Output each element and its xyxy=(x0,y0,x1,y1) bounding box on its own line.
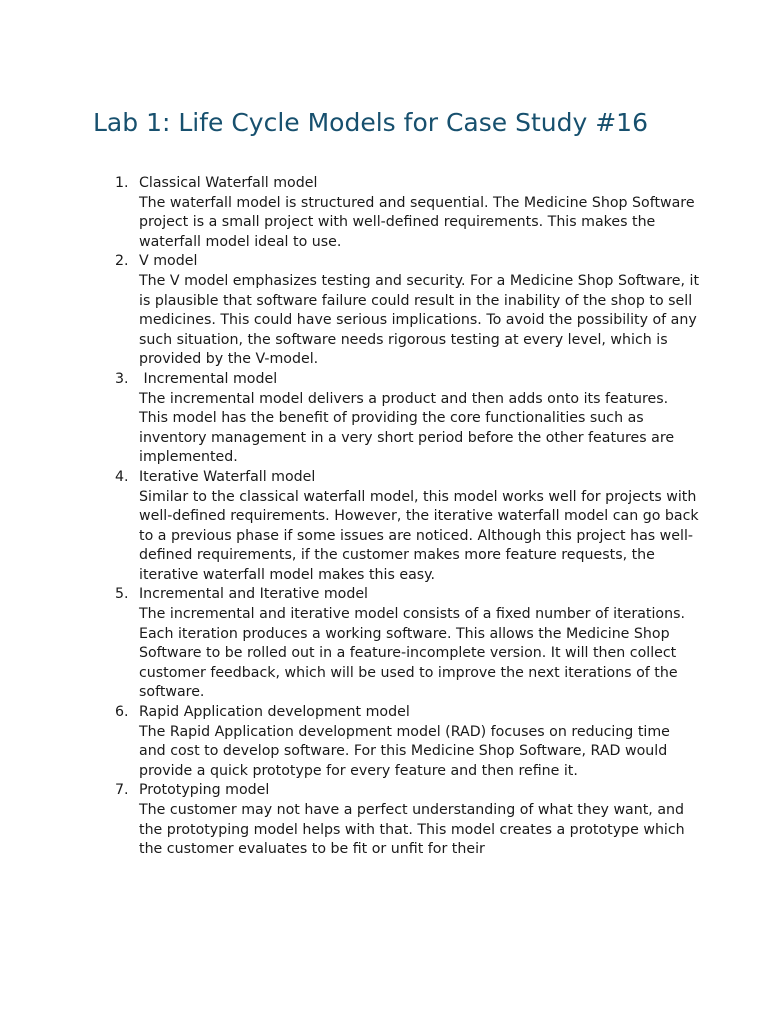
list-item-prototyping xyxy=(115,781,699,859)
list-item-number: 6. xyxy=(115,704,129,721)
list-item-heading: Incremental model xyxy=(139,370,278,387)
list-item-heading: Prototyping model xyxy=(139,782,270,799)
list-item-rapid-application-development xyxy=(115,703,699,781)
list-item-heading: Classical Waterfall model xyxy=(139,175,318,191)
list-item-incremental xyxy=(115,370,699,468)
list-item-description: The customer may not have a perfect understanding of what they want, and the prototyping model helps with that. This model creates a prototype which the customer evaluates to be fit or unfit for their xyxy=(139,802,685,858)
list-item-description: The V model emphasizes testing and security. For a Medicine Shop Software, it is plausible that software failure could result in the inability of the shop to sell medicines. This could have serious implications. To avoid the possibility of any such situation, the software needs rigorous testing at every level, which is provided by the V-model. xyxy=(139,272,700,368)
list-item-description: Similar to the classical waterfall model, this model works well for projects with well-defined requirements. However, the iterative waterfall model can go back to a previous phase if some issues are noticed. Although this project has well-defined requirements, if the customer makes more feature requests, the iterative waterfall model makes this easy. xyxy=(139,488,699,583)
list-item-v-model xyxy=(115,252,700,370)
list-item-classical-waterfall xyxy=(115,174,699,252)
list-item-heading: Rapid Application development model xyxy=(139,704,410,721)
list-item-description: The waterfall model is structured and sequential. The Medicine Shop Software project is a small project with well-defined requirements. This makes the waterfall model ideal to use. xyxy=(139,194,695,250)
list-item-number: 3. xyxy=(115,370,129,387)
list-item-number: 5. xyxy=(115,586,129,603)
page-title: Lab 1: Life Cycle Models for Case Study #16 xyxy=(93,108,648,137)
life-cycle-model-list xyxy=(115,174,700,860)
list-item-description: The incremental model delivers a product and then adds onto its features. This model has the benefit of providing the core functionalities such as inventory management in a very short period before the other features are implemented. xyxy=(139,390,675,466)
list-item-iterative-waterfall xyxy=(115,468,699,586)
list-item-number: 4. xyxy=(115,468,129,485)
list-item-number: 7. xyxy=(115,782,129,799)
list-item-heading: Iterative Waterfall model xyxy=(139,468,316,485)
list-item-heading: V model xyxy=(139,253,198,270)
list-item-incremental-iterative xyxy=(115,585,699,703)
list-item-heading: Incremental and Iterative model xyxy=(139,586,368,603)
list-item-description: The Rapid Application development model (RAD) focuses on reducing time and cost to develop software. For this Medicine Shop Software, RAD would provide a quick prototype for every feature and then refine it. xyxy=(139,723,670,779)
list-item-number: 1. xyxy=(115,175,129,191)
list-item-number: 2. xyxy=(115,253,129,270)
list-item-description: The incremental and iterative model consists of a fixed number of iterations. Each iteration produces a working software. This allows the Medicine Shop Software to be rolled out in a feature-incomplete version. It will then collect customer feedback, which will be used to improve the next iterations of the software. xyxy=(139,606,686,701)
